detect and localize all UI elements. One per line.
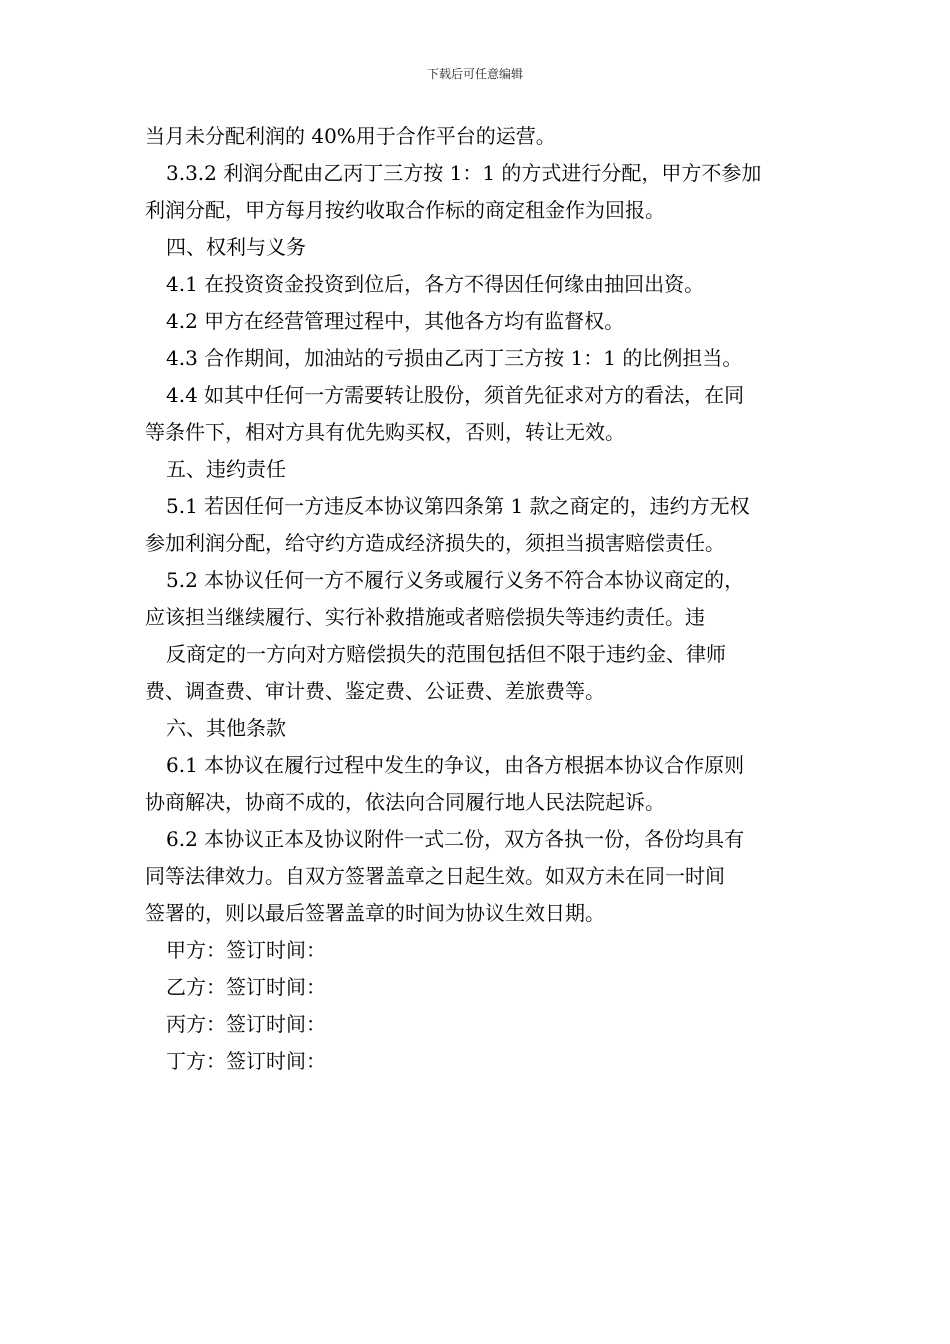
paragraph-line: 当月未分配利润的 40%用于合作平台的运营。 (145, 124, 556, 148)
paragraph-line: 6.1 本协议在履行过程中发生的争议，由各方根据本协议合作原则 (166, 753, 745, 777)
page-header: 下载后可任意编辑 (426, 67, 523, 81)
paragraph-line: 3.3.2 利润分配由乙丙丁三方按 1：1 的方式进行分配，甲方不参加 (166, 161, 762, 185)
document-body (145, 118, 813, 1080)
paragraph-line: 5.2 本协议任何一方不履行义务或履行义务不符合本协议商定的， (166, 568, 745, 592)
paragraph-line: 等条件下，相对方具有优先购买权，否则，转让无效。 (145, 420, 625, 444)
paragraph-line: 协商解决，协商不成的，依法向合同履行地人民法院起诉。 (145, 790, 665, 814)
signature-line-party-d: 丁方：签订时间： (166, 1049, 326, 1073)
paragraph-line: 签署的，则以最后签署盖章的时间为协议生效日期。 (145, 901, 605, 925)
paragraph-line: 应该担当继续履行、实行补救措施或者赔偿损失等违约责任。违 (145, 605, 705, 629)
section-heading: 六、其他条款 (166, 716, 286, 740)
paragraph-line: 反商定的一方向对方赔偿损失的范围包括但不限于违约金、律师 (166, 642, 726, 666)
paragraph-line: 6.2 本协议正本及协议附件一式二份，双方各执一份，各份均具有 (166, 827, 745, 851)
paragraph-line: 利润分配，甲方每月按约收取合作标的商定租金作为回报。 (145, 198, 665, 222)
signature-line-party-c: 丙方：签订时间： (166, 1012, 326, 1036)
paragraph-line: 4.4 如其中任何一方需要转让股份，须首先征求对方的看法，在同 (166, 383, 745, 407)
signature-line-party-b: 乙方：签订时间： (166, 975, 326, 999)
paragraph-line: 4.3 合作期间，加油站的亏损由乙丙丁三方按 1：1 的比例担当。 (166, 346, 743, 370)
section-heading: 五、违约责任 (166, 457, 286, 481)
paragraph-line: 5.1 若因任何一方违反本协议第四条第 1 款之商定的，违约方无权 (166, 494, 750, 518)
paragraph-line: 4.2 甲方在经营管理过程中，其他各方均有监督权。 (166, 309, 625, 333)
signature-line-party-a: 甲方：签订时间： (166, 938, 326, 962)
paragraph-line: 4.1 在投资资金投资到位后，各方不得因任何缘由抽回出资。 (166, 272, 705, 296)
paragraph-line: 参加利润分配，给守约方造成经济损失的，须担当损害赔偿责任。 (145, 531, 725, 555)
paragraph-line: 费、调查费、审计费、鉴定费、公证费、差旅费等。 (145, 679, 605, 703)
paragraph-line: 同等法律效力。自双方签署盖章之日起生效。如双方未在同一时间 (145, 864, 725, 888)
section-heading: 四、权利与义务 (166, 235, 306, 259)
